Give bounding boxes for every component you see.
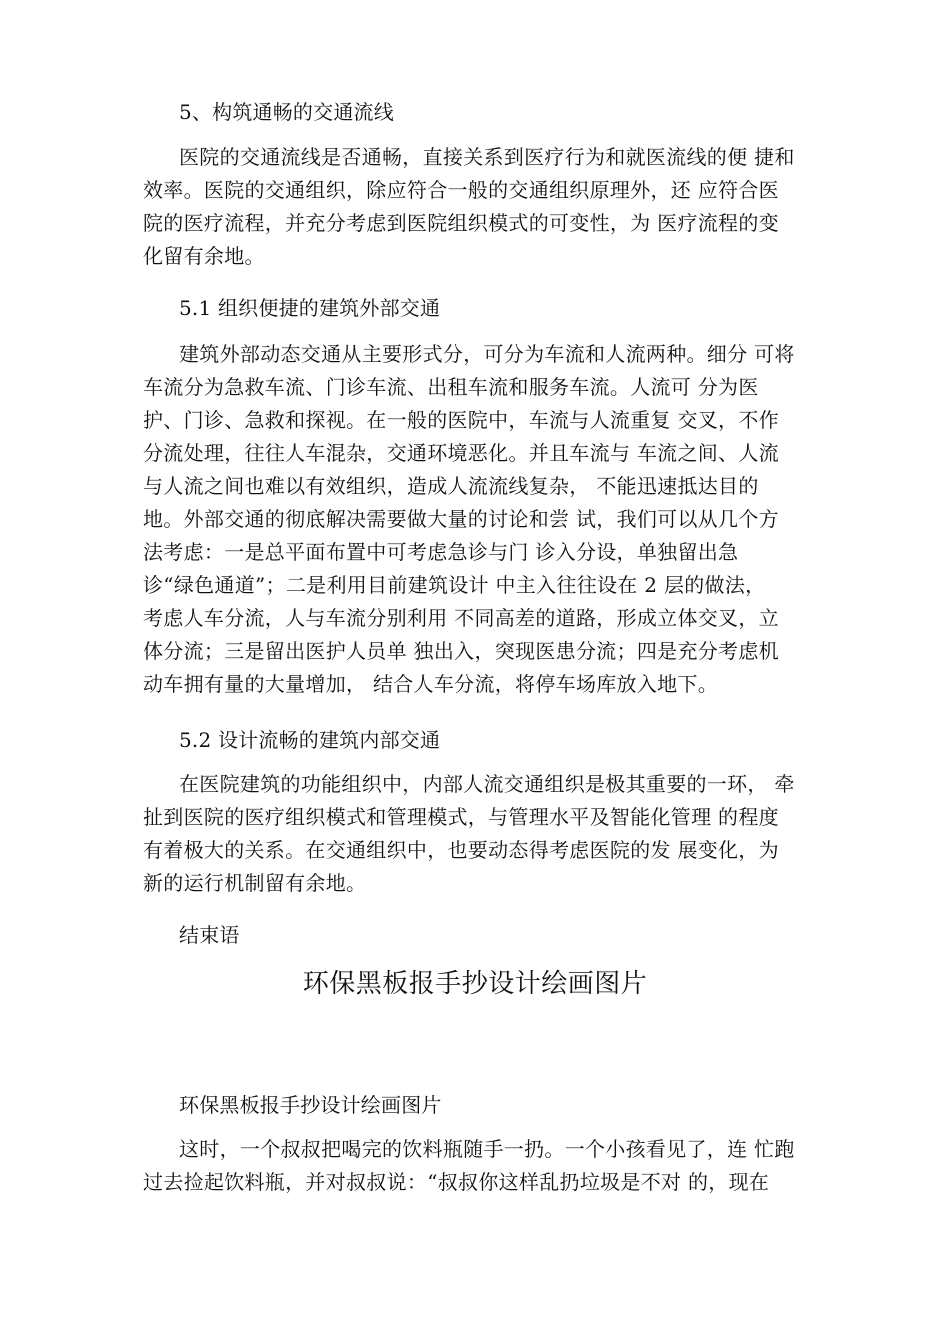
text-line: 分流处理，往往人车混杂，交通环境恶化。并且车流与 车流之间、人流 <box>143 441 779 465</box>
section-5-paragraph <box>143 141 833 273</box>
section-5-2-paragraph <box>143 768 833 900</box>
text-line: 在医院建筑的功能组织中，内部人流交通组织是极其重要的一环， 牵 <box>179 772 795 796</box>
text-line: 医院的交通流线是否通畅，直接关系到医疗行为和就医流线的便 捷和 <box>179 145 795 169</box>
text-line: 体分流；三是留出医护人员单 独出入，突现医患分流；四是充分考虑机 <box>143 639 779 663</box>
section-5-1-heading: 5.1 组织便捷的建筑外部交通 <box>179 296 441 320</box>
text-line: 动车拥有量的大量增加， 结合人车分流，将停车场库放入地下。 <box>143 672 719 696</box>
text-line: 考虑人车分流，人与车流分别利用 不同高差的道路，形成立体交叉，立 <box>143 606 779 630</box>
text-line: 有着极大的关系。在交通组织中，也要动态得考虑医院的发 展变化，为 <box>143 838 779 862</box>
text-line: 车流分为急救车流、门诊车流、出租车流和服务车流。人流可 分为医 <box>143 375 759 399</box>
conclusion-heading: 结束语 <box>179 923 240 947</box>
text-line: 化留有余地。 <box>143 244 265 268</box>
text-line: 地。外部交通的彻底解决需要做大量的讨论和尝 试，我们可以从几个方 <box>143 507 779 531</box>
text-line: 过去捡起饮料瓶，并对叔叔说：“叔叔你这样乱扔垃圾是不对 的，现在 <box>143 1170 770 1194</box>
article-subtitle: 环保黑板报手抄设计绘画图片 <box>179 1093 442 1117</box>
text-line: 建筑外部动态交通从主要形式分，可分为车流和人流两种。细分 可将 <box>179 342 795 366</box>
section-5-2-heading: 5.2 设计流畅的建筑内部交通 <box>179 728 441 752</box>
article-paragraph <box>143 1133 833 1199</box>
text-line: 新的运行机制留有余地。 <box>143 871 367 895</box>
text-line: 与人流之间也难以有效组织，造成人流流线复杂， 不能迅速抵达目的 <box>143 474 759 498</box>
section-5-heading: 5、构筑通畅的交通流线 <box>179 100 394 124</box>
text-line: 院的医疗流程，并充分考虑到医院组织模式的可变性，为 医疗流程的变 <box>143 211 779 235</box>
text-line: 护、门诊、急救和探视。在一般的医院中，车流与人流重复 交叉，不作 <box>143 408 779 432</box>
text-line: 效率。医院的交通组织，除应符合一般的交通组织原理外，还 应符合医 <box>143 178 779 202</box>
section-5-1-paragraph <box>143 338 833 701</box>
text-line: 这时，一个叔叔把喝完的饮料瓶随手一扔。一个小孩看见了，连 忙跑 <box>179 1137 795 1161</box>
text-line: 扯到医院的医疗组织模式和管理模式，与管理水平及智能化管理 的程度 <box>143 805 779 829</box>
article-title: 环保黑板报手抄设计绘画图片 <box>302 969 648 999</box>
text-line: 诊“绿色通道”；二是利用目前建筑设计 中主入往往设在 2 层的做法， <box>143 573 766 597</box>
text-line: 法考虑：一是总平面布置中可考虑急诊与门 诊入分设，单独留出急 <box>143 540 739 564</box>
